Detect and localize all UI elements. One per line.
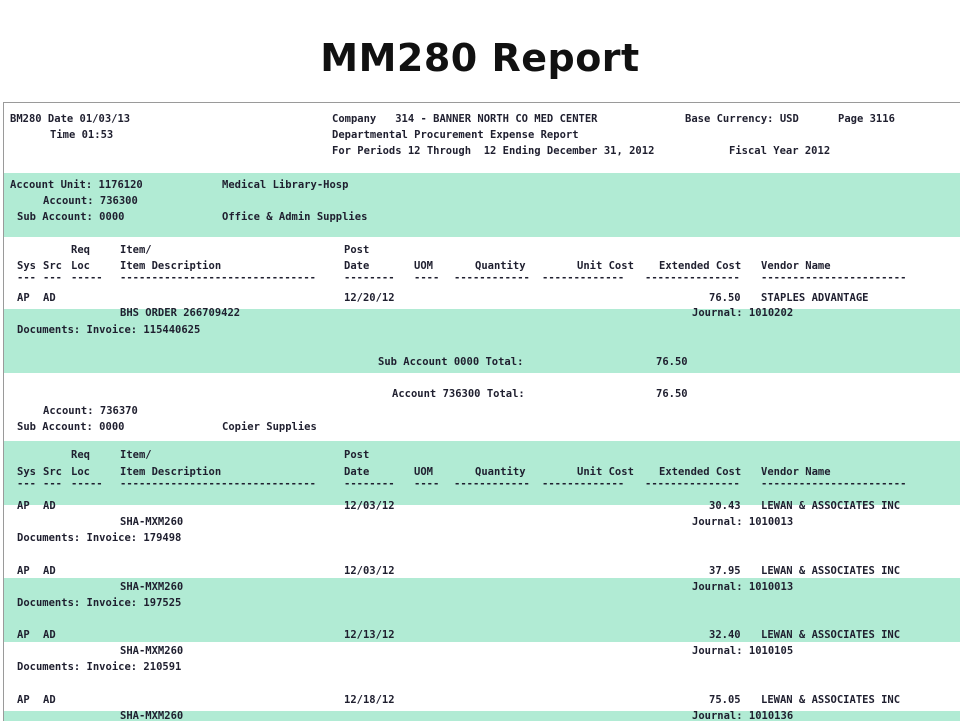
col-req: Req bbox=[71, 449, 90, 461]
col-src: Src bbox=[43, 466, 62, 478]
dash-quantity: ------------ bbox=[454, 272, 530, 284]
row-date: 12/20/12 bbox=[344, 292, 395, 304]
row-sys: AP bbox=[17, 292, 30, 304]
col-quantity: Quantity bbox=[475, 466, 526, 478]
row-sys: AP bbox=[17, 565, 30, 577]
report-id-date: BM280 Date 01/03/13 bbox=[10, 113, 131, 125]
row-journal: Journal: 1010013 bbox=[692, 581, 794, 593]
dash-item: ------------------------------- bbox=[120, 478, 316, 490]
row-extended-cost: 37.95 bbox=[709, 565, 741, 577]
account-number-2: Account: 736370 bbox=[43, 405, 138, 417]
account-number: Account: 736300 bbox=[43, 195, 138, 207]
row-item: BHS ORDER 266709422 bbox=[120, 307, 241, 319]
dash-uom: ---- bbox=[414, 478, 440, 490]
row-vendor: LEWAN & ASSOCIATES INC bbox=[761, 565, 901, 577]
col-extended-cost: Extended Cost bbox=[659, 260, 742, 272]
row-vendor: LEWAN & ASSOCIATES INC bbox=[761, 629, 901, 641]
row-extended-cost: 32.40 bbox=[709, 629, 741, 641]
col-req: Req bbox=[71, 244, 90, 256]
dash-unit-cost: ------------- bbox=[542, 478, 625, 490]
company-line: Company 314 - BANNER NORTH CO MED CENTER bbox=[332, 113, 598, 125]
col-loc: Loc bbox=[71, 260, 90, 272]
row-src: AD bbox=[43, 292, 56, 304]
dash-date: -------- bbox=[344, 272, 395, 284]
row-extended-cost: 76.50 bbox=[709, 292, 741, 304]
row-journal: Journal: 1010202 bbox=[692, 307, 794, 319]
col-post: Post bbox=[344, 244, 370, 256]
page-number: Page 3116 bbox=[838, 113, 895, 125]
dash-sys: --- bbox=[17, 478, 36, 490]
row-item: SHA-MXM260 bbox=[120, 645, 184, 657]
col-unit-cost: Unit Cost bbox=[577, 260, 634, 272]
report-printout bbox=[3, 102, 960, 721]
dash-sys: --- bbox=[17, 272, 36, 284]
row-vendor: STAPLES ADVANTAGE bbox=[761, 292, 869, 304]
col-vendor-name: Vendor Name bbox=[761, 466, 831, 478]
col-item: Item/ bbox=[120, 449, 152, 461]
row-item: SHA-MXM260 bbox=[120, 581, 184, 593]
col-item-description: Item Description bbox=[120, 260, 222, 272]
row-date: 12/13/12 bbox=[344, 629, 395, 641]
col-sys: Sys bbox=[17, 260, 36, 272]
col-vendor-name: Vendor Name bbox=[761, 260, 831, 272]
row-vendor: LEWAN & ASSOCIATES INC bbox=[761, 694, 901, 706]
report-name: Departmental Procurement Expense Report bbox=[332, 129, 579, 141]
dash-item: ------------------------------- bbox=[120, 272, 316, 284]
row-sys: AP bbox=[17, 629, 30, 641]
row-journal: Journal: 1010136 bbox=[692, 710, 794, 721]
dash-vendor: ----------------------- bbox=[761, 272, 907, 284]
col-uom: UOM bbox=[414, 466, 433, 478]
col-quantity: Quantity bbox=[475, 260, 526, 272]
dash-extended-cost: --------------- bbox=[645, 478, 740, 490]
row-src: AD bbox=[43, 500, 56, 512]
account-unit-name: Medical Library-Hosp bbox=[222, 179, 349, 191]
col-src: Src bbox=[43, 260, 62, 272]
row-src: AD bbox=[43, 565, 56, 577]
col-item-description: Item Description bbox=[120, 466, 222, 478]
row-documents: Documents: Invoice: 115440625 bbox=[17, 324, 201, 336]
sub-account-name: Office & Admin Supplies bbox=[222, 211, 368, 223]
dash-loc: ----- bbox=[71, 272, 103, 284]
dash-src: --- bbox=[43, 478, 62, 490]
row-item: SHA-MXM260 bbox=[120, 710, 184, 721]
row-date: 12/03/12 bbox=[344, 500, 395, 512]
row-date: 12/18/12 bbox=[344, 694, 395, 706]
dash-date: -------- bbox=[344, 478, 395, 490]
sub-account-total-label: Sub Account 0000 Total: bbox=[378, 356, 524, 368]
sub-account-total-value: 76.50 bbox=[656, 356, 688, 368]
band-account-unit bbox=[4, 173, 960, 237]
row-documents: Documents: Invoice: 210591 bbox=[17, 661, 182, 673]
dash-unit-cost: ------------- bbox=[542, 272, 625, 284]
dash-uom: ---- bbox=[414, 272, 440, 284]
account-total-label: Account 736300 Total: bbox=[392, 388, 525, 400]
row-extended-cost: 30.43 bbox=[709, 500, 741, 512]
row-extended-cost: 75.05 bbox=[709, 694, 741, 706]
row-item: SHA-MXM260 bbox=[120, 516, 184, 528]
dash-loc: ----- bbox=[71, 478, 103, 490]
col-date: Date bbox=[344, 466, 370, 478]
row-documents: Documents: Invoice: 197525 bbox=[17, 597, 182, 609]
dash-quantity: ------------ bbox=[454, 478, 530, 490]
dash-extended-cost: --------------- bbox=[645, 272, 740, 284]
col-unit-cost: Unit Cost bbox=[577, 466, 634, 478]
col-loc: Loc bbox=[71, 466, 90, 478]
row-documents: Documents: Invoice: 179498 bbox=[17, 532, 182, 544]
slide-title: MM280 Report bbox=[320, 36, 640, 80]
col-uom: UOM bbox=[414, 260, 433, 272]
row-src: AD bbox=[43, 694, 56, 706]
account-unit-label: Account Unit: 1176120 bbox=[10, 179, 143, 191]
report-time: Time 01:53 bbox=[50, 129, 114, 141]
dash-vendor: ----------------------- bbox=[761, 478, 907, 490]
row-date: 12/03/12 bbox=[344, 565, 395, 577]
col-sys: Sys bbox=[17, 466, 36, 478]
row-journal: Journal: 1010105 bbox=[692, 645, 794, 657]
account-total-value: 76.50 bbox=[656, 388, 688, 400]
base-currency: Base Currency: USD bbox=[685, 113, 799, 125]
period-range: For Periods 12 Through 12 Ending December 31, 2012 bbox=[332, 145, 655, 157]
sub-account: Sub Account: 0000 bbox=[17, 211, 125, 223]
row-vendor: LEWAN & ASSOCIATES INC bbox=[761, 500, 901, 512]
col-item: Item/ bbox=[120, 244, 152, 256]
col-post: Post bbox=[344, 449, 370, 461]
row-sys: AP bbox=[17, 694, 30, 706]
sub-account-name-2: Copier Supplies bbox=[222, 421, 317, 433]
dash-src: --- bbox=[43, 272, 62, 284]
sub-account-2: Sub Account: 0000 bbox=[17, 421, 125, 433]
row-sys: AP bbox=[17, 500, 30, 512]
col-extended-cost: Extended Cost bbox=[659, 466, 742, 478]
row-src: AD bbox=[43, 629, 56, 641]
fiscal-year: Fiscal Year 2012 bbox=[729, 145, 831, 157]
col-date: Date bbox=[344, 260, 370, 272]
row-journal: Journal: 1010013 bbox=[692, 516, 794, 528]
